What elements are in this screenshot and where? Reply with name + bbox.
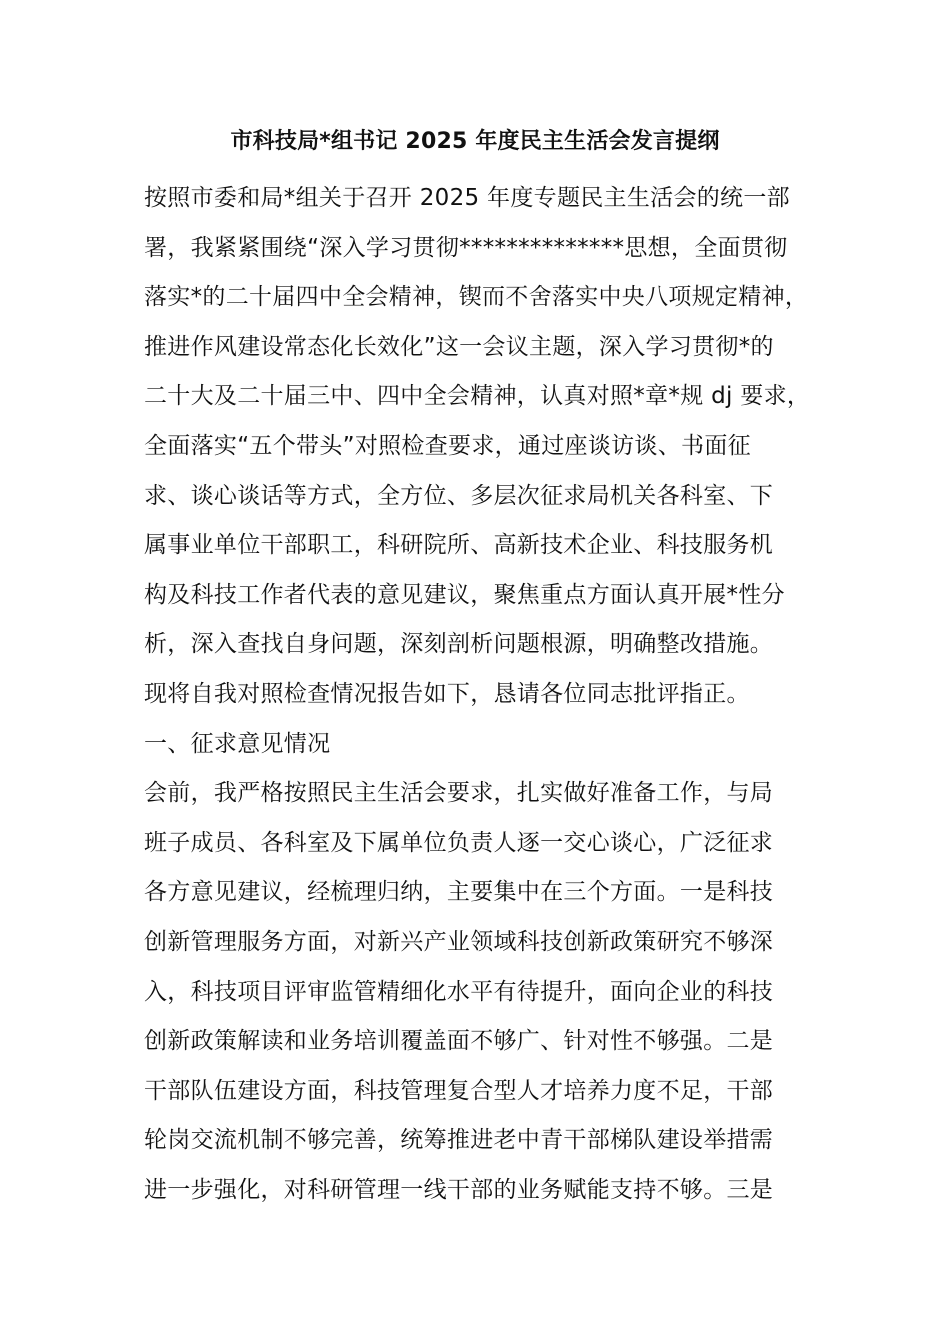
- text-line: 推进作风建设常态化长效化”这一会议主题，深入学习贯彻*的: [144, 333, 774, 360]
- text-line: 落实*的二十届四中全会精神，锲而不舍落实中央八项规定精神，: [144, 284, 809, 311]
- text-line: 现将自我对照检查情况报告如下，恳请各位同志批评指正。: [144, 680, 750, 707]
- text-line: 求、谈心谈话等方式，全方位、多层次征求局机关各科室、下: [144, 482, 774, 509]
- text-line: 会前，我严格按照民主生活会要求，扎实做好准备工作，与局: [144, 780, 774, 807]
- text-line: 创新管理服务方面，对新兴产业领域科技创新政策研究不够深: [144, 928, 774, 955]
- text-line: 干部队伍建设方面，科技管理复合型人才培养力度不足，干部: [144, 1077, 774, 1104]
- text-line: 班子成员、各科室及下属单位负责人逐一交心谈心，广泛征求: [144, 829, 774, 856]
- text-line: 各方意见建议，经梳理归纳，主要集中在三个方面。一是科技: [144, 879, 774, 906]
- text-line: 构及科技工作者代表的意见建议，聚焦重点方面认真开展*性分: [144, 581, 785, 608]
- text-line: 轮岗交流机制不够完善，统筹推进老中青干部梯队建设举措需: [144, 1127, 774, 1154]
- text-line: 入，科技项目评审监管精细化水平有待提升，面向企业的科技: [144, 978, 774, 1005]
- section-heading: 一、征求意见情况: [144, 730, 331, 757]
- document-title: 市科技局*组书记 2025 年度民主生活会发言提纲: [230, 129, 720, 154]
- text-line: 属事业单位干部职工，科研院所、高新技术企业、科技服务机: [144, 532, 774, 559]
- text-line: 二十大及二十届三中、四中全会精神，认真对照*章*规 dj 要求，: [144, 383, 811, 410]
- text-line: 按照市委和局*组关于召开 2025 年度专题民主生活会的统一部: [144, 185, 790, 211]
- text-line: 署，我紧紧围绕“深入学习贯彻**************思想，全面贯彻: [144, 234, 788, 261]
- text-line: 进一步强化，对科研管理一线干部的业务赋能支持不够。三是: [144, 1176, 774, 1203]
- text-line: 全面落实“五个带头”对照检查要求，通过座谈访谈、书面征: [144, 432, 751, 459]
- text-line: 创新政策解读和业务培训覆盖面不够广、针对性不够强。二是: [144, 1028, 774, 1055]
- text-line: 析，深入查找自身问题，深刻剖析问题根源，明确整改措施。: [144, 631, 774, 658]
- document-body: [144, 174, 824, 1215]
